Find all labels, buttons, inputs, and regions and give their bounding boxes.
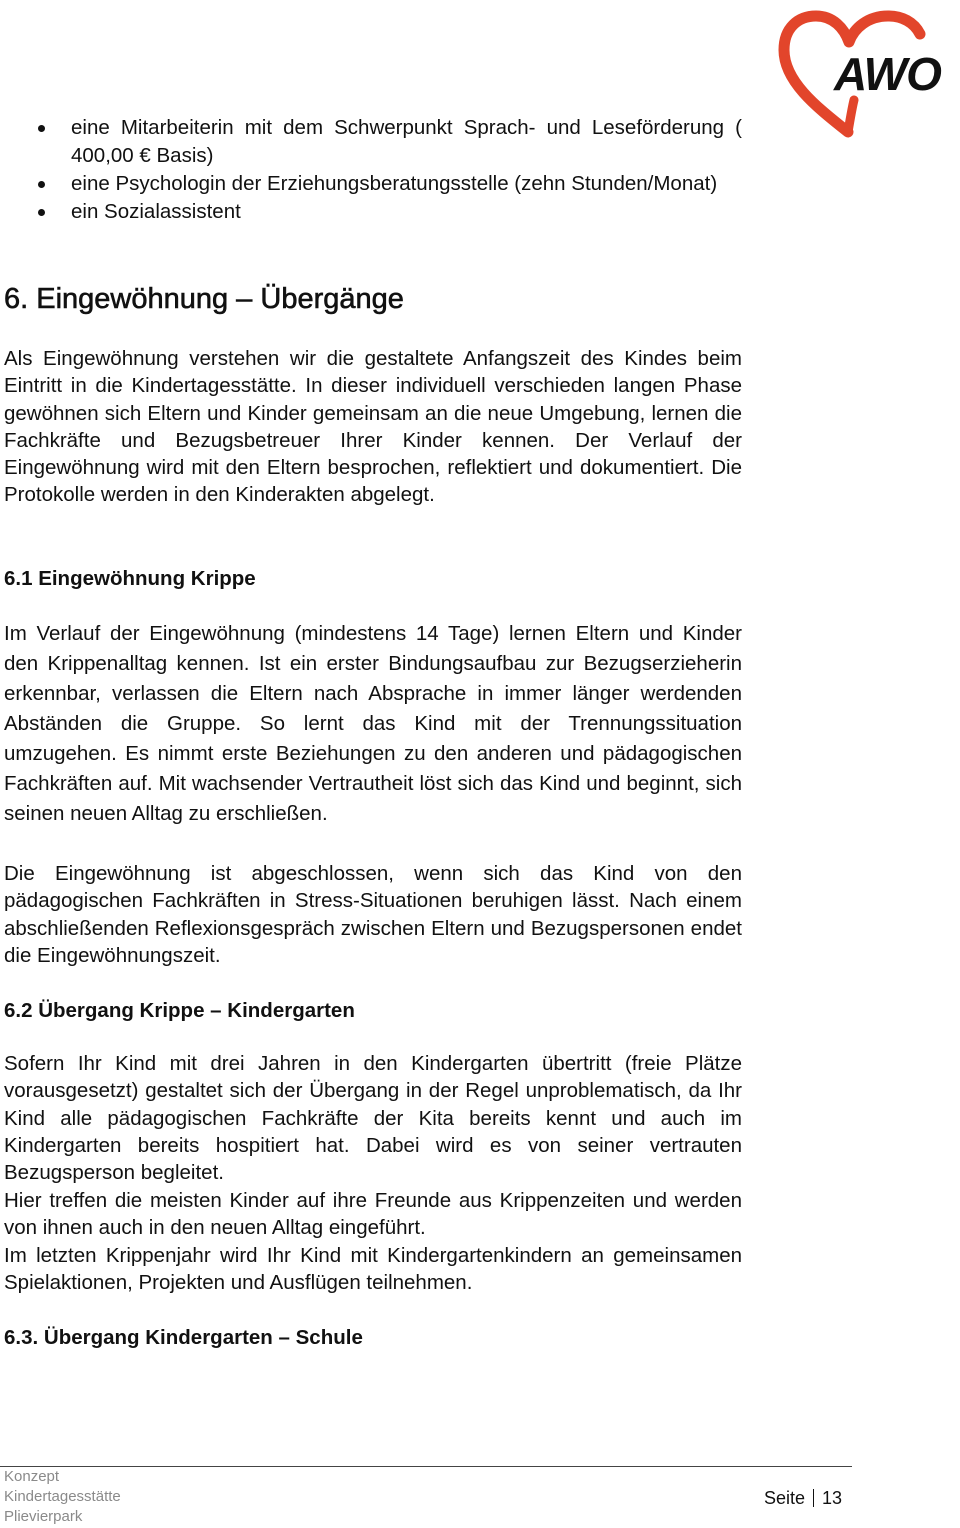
- bullet-icon: [38, 125, 45, 132]
- section-6-heading: 6. Eingewöhnung – Übergänge: [4, 283, 404, 315]
- section-6-2-heading: 6.2 Übergang Krippe – Kindergarten: [4, 999, 355, 1022]
- heart-tail-icon: [848, 100, 854, 132]
- section-6-2-paragraph-1: Sofern Ihr Kind mit drei Jahren in den Kindergarten übertritt (freie Plätze vorausgesetzt) gestaltet sich der Übergang in der Regel unproblematisch, da Ihr Kind alle pädagogischen Fachkräfte der Kita bereits kennt und auch im Kindergarten bereits hospitiert hat. Dabei wird es von seiner vertrauten Bezugsperson begleitet.: [4, 1052, 742, 1185]
- list-item: eine Psychologin der Erziehungsberatungsstelle (zehn Stunden/Monat): [4, 170, 742, 198]
- section-6-1-paragraph-2: Die Eingewöhnung ist abgeschlossen, wenn sich das Kind von den pädagogischen Fachkräften in Stress-Situationen beruhigen lässt. Nach einem abschließenden Reflexionsgespräch zwischen Eltern und Bezugspersonen endet die Eingewöhnungszeit.: [4, 862, 742, 967]
- page-label: Seite: [764, 1488, 806, 1508]
- page-separator: [813, 1489, 814, 1507]
- footer-line: Konzept: [4, 1468, 60, 1485]
- section-6-1-paragraph-1: Im Verlauf der Eingewöhnung (mindestens 14 Tage) lernen Eltern und Kinder den Krippenalltag kennen. Ist ein erster Bindungsaufbau zur Bezugserzieherin erkennbar, verlassen die Eltern nach Absprache in immer länger werdenden Abständen die Gruppe. So lernt das Kind mit der Trennungssituation umzugehen. Es nimmt erste Beziehungen zu den anderen und pädagogischen Fachkräften auf. Mit wachsender Vertrautheit löst sich das Kind und beginnt, sich seinen neuen Alltag zu erschließen.: [4, 622, 742, 825]
- logo-text: AWO: [834, 48, 941, 100]
- page-number: [764, 1486, 842, 1510]
- footer-document-info: [4, 1467, 121, 1527]
- section-6-paragraph: Als Eingewöhnung verstehen wir die gestaltete Anfangszeit des Kindes beim Eintritt in die Kindertagesstätte. In dieser individuell verschieden langen Phase gewöhnen sich Eltern und Kinder gemeinsam an die neue Umgebung, lernen die Fachkräfte und Bezugsbetreuer Ihrer Kinder kennen. Der Verlauf der Eingewöhnung wird mit den Eltern besprochen, reflektiert und dokumentiert. Die Protokolle werden in den Kinderakten abgelegt.: [4, 347, 742, 507]
- bullet-icon: [38, 209, 45, 216]
- section-6-1-heading: 6.1 Eingewöhnung Krippe: [4, 567, 256, 590]
- section-6-2-paragraph-3: Im letzten Krippenjahr wird Ihr Kind mit Kindergartenkindern an gemeinsamen Spielaktionen, Projekten und Ausflügen teilnehmen.: [4, 1244, 742, 1295]
- footer-line: Plievierpark: [4, 1508, 83, 1525]
- page-number-value: 13: [822, 1488, 843, 1508]
- bullet-icon: [38, 181, 45, 188]
- list-item: eine Mitarbeiterin mit dem Schwerpunkt Sprach- und Leseförderung ( 400,00 € Basis): [4, 114, 742, 170]
- footer-line: Kindertagesstätte: [4, 1488, 121, 1505]
- staff-list: [4, 114, 742, 226]
- section-6-3-heading: 6.3. Übergang Kindergarten – Schule: [4, 1326, 363, 1349]
- list-item: ein Sozialassistent: [4, 198, 742, 226]
- section-6-2-paragraph-2: Hier treffen die meisten Kinder auf ihre Freunde aus Krippenzeiten und werden von ihnen auch in den neuen Alltag eingeführt.: [4, 1189, 742, 1240]
- awo-logo: [778, 8, 956, 140]
- footer-divider: [0, 1466, 852, 1467]
